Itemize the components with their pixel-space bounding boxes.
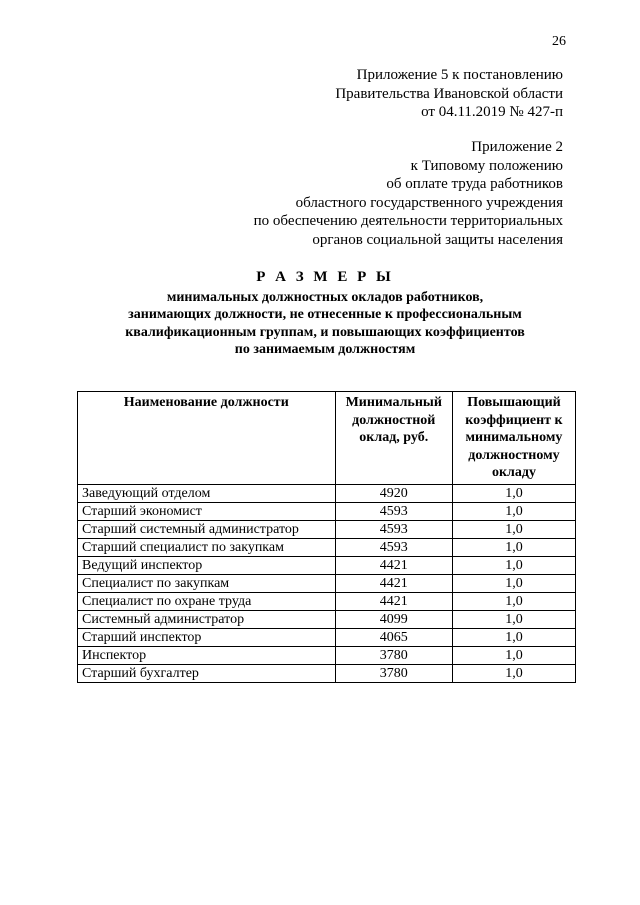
coefficient: 1,0 [452, 592, 575, 610]
coefficient: 1,0 [452, 484, 575, 502]
table-row [78, 538, 576, 556]
coefficient: 1,0 [452, 574, 575, 592]
header-coefficient: Повышающий коэффициент к минимальному должностному окладу [452, 392, 575, 485]
minimum-salary: 4065 [335, 628, 452, 646]
header-minimum-salary: Минимальный должностной оклад, руб. [335, 392, 452, 485]
position-name: Инспектор [78, 646, 336, 664]
minimum-salary: 4920 [335, 484, 452, 502]
coefficient: 1,0 [452, 538, 575, 556]
position-name: Заведующий отделом [78, 484, 336, 502]
table-row [78, 664, 576, 682]
minimum-salary: 4593 [335, 520, 452, 538]
table-header-row [78, 392, 576, 485]
appendix-2-reference [254, 138, 563, 249]
coefficient: 1,0 [452, 610, 575, 628]
document-title [60, 269, 590, 359]
minimum-salary: 4421 [335, 592, 452, 610]
salary-table [77, 391, 576, 683]
minimum-salary: 3780 [335, 646, 452, 664]
minimum-salary: 4099 [335, 610, 452, 628]
table-row [78, 646, 576, 664]
appendix-5-line: Правительства Ивановской области [335, 85, 563, 102]
coefficient: 1,0 [452, 556, 575, 574]
title-line: по занимаемым должностям [234, 342, 416, 357]
minimum-salary: 4593 [335, 538, 452, 556]
position-name: Старший специалист по закупкам [78, 538, 336, 556]
appendix-2-line: областного государственного учреждения [295, 194, 563, 211]
appendix-5-line: Приложение 5 к постановлению [356, 67, 563, 83]
title-line: занимающих должности, не отнесенные к профессиональным [128, 307, 522, 322]
coefficient: 1,0 [452, 628, 575, 646]
appendix-2-line: об оплате труда работников [386, 176, 563, 192]
position-name: Старший экономист [78, 502, 336, 520]
position-name: Специалист по закупкам [78, 574, 336, 592]
position-name: Ведущий инспектор [78, 556, 336, 574]
table-row [78, 574, 576, 592]
table-row [78, 628, 576, 646]
appendix-5-line: от 04.11.2019 № 427-п [421, 104, 563, 120]
table-row [78, 610, 576, 628]
header-position-name: Наименование должности [78, 392, 336, 485]
minimum-salary: 4421 [335, 556, 452, 574]
position-name: Системный администратор [78, 610, 336, 628]
appendix-2-line: по обеспечению деятельности территориальных [253, 213, 563, 229]
table-row [78, 556, 576, 574]
coefficient: 1,0 [452, 646, 575, 664]
minimum-salary: 4593 [335, 502, 452, 520]
table-row [78, 502, 576, 520]
appendix-2-line: органов социальной защиты населения [312, 231, 563, 248]
position-name: Старший инспектор [78, 628, 336, 646]
coefficient: 1,0 [452, 664, 575, 682]
minimum-salary: 3780 [335, 664, 452, 682]
coefficient: 1,0 [452, 520, 575, 538]
minimum-salary: 4421 [335, 574, 452, 592]
table-row [78, 592, 576, 610]
appendix-2-line: к Типовому положению [410, 157, 563, 174]
appendix-5-reference [335, 66, 563, 122]
position-name: Специалист по охране труда [78, 592, 336, 610]
coefficient: 1,0 [452, 502, 575, 520]
position-name: Старший бухгалтер [78, 664, 336, 682]
title-heading: Р А З М Е Р Ы [256, 269, 394, 285]
title-line: квалификационным группам, и повышающих коэффициентов [125, 324, 525, 340]
table-row [78, 520, 576, 538]
page-number: 26 [552, 34, 566, 49]
table-row [78, 484, 576, 502]
appendix-2-line: Приложение 2 [471, 139, 563, 155]
title-line: минимальных должностных окладов работников, [166, 289, 484, 305]
position-name: Старший системный администратор [78, 520, 336, 538]
